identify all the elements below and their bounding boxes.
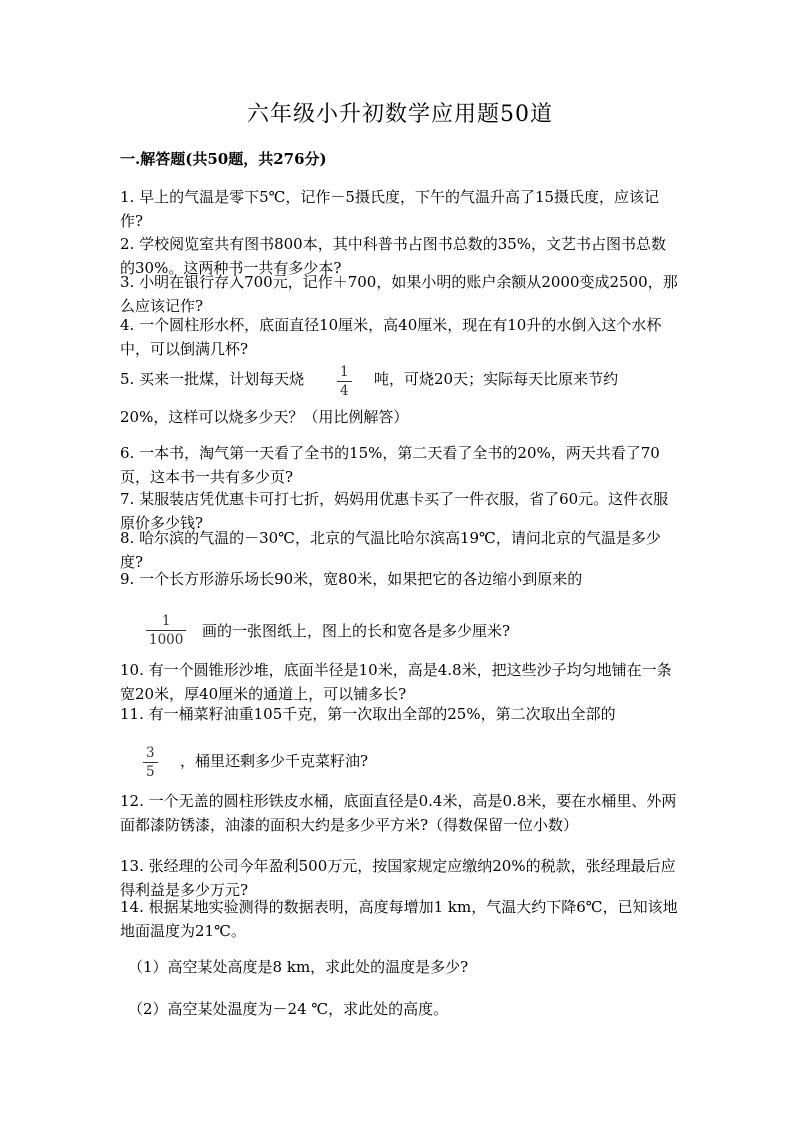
question-14-part-1: （1）高空某处高度是8 km，求此处的温度是多少? [128,958,469,976]
question-7: 7. 某服装店凭优惠卡可打七折，妈妈用优惠卡买了一件衣服，省了60元。这件衣服原价多少钱? [120,490,669,532]
question-11-fraction [143,745,158,780]
question-8: 8. 哈尔滨的气温的－30℃，北京的气温比哈尔滨高19℃，请问北京的气温是多少度? [120,529,661,571]
question-9-fraction [146,613,186,648]
question-10: 10. 有一个圆锥形沙堆，底面半径是10米，高是4.8米，把这些沙子均匀地铺在一条宽20米，厚40厘米的通道上，可以铺多长? [120,661,672,703]
question-14: 14. 根据某地实验测得的数据表明，高度每增加1 km，气温大约下降6℃，已知该地地面温度为21℃。 [120,898,678,940]
fraction-denominator: 4 [340,383,349,399]
fraction-bar [146,630,186,631]
question-6: 6. 一本书，淘气第一天看了全书的15%，第二天看了全书的20%，两天共看了70页，这本书一共有多少页? [120,444,660,486]
fraction-bar [143,762,158,763]
question-1: 1. 早上的气温是零下5℃，记作－5摄氏度，下午的气温升高了15摄氏度，应该记作? [120,188,660,230]
fraction-numerator: 1 [340,364,349,380]
question-14-part-2: （2）高空某处温度为－24 ℃，求此处的高度。 [128,1000,449,1018]
question-5-line-1 [120,368,304,392]
question-2: 2. 学校阅览室共有图书800本，其中科普书占图书总数的35%，文艺书占图书总数的30%。这两种书一共有多少本? [120,235,667,277]
question-9-line-1: 9. 一个长方形游乐场长90米，宽80米，如果把它的各边缩小到原来的 [120,570,583,588]
question-5-line-2: 20%，这样可以烧多少天？（用比例解答） [120,408,409,426]
fraction-denominator: 5 [146,764,155,780]
section-heading: 一.解答题(共50题，共276分) [120,150,327,168]
page-title: 六年级小升初数学应用题50道 [247,102,553,127]
question-11-line-1: 11. 有一桶菜籽油重105千克，第一次取出全部的25%，第二次取出全部的 [120,705,616,723]
question-12: 12. 一个无盖的圆柱形铁皮水桶，底面直径是0.4米，高是0.8米，要在水桶里、外两面都漆防锈漆，油漆的面积大约是多少平方米?（得数保留一位小数） [120,792,677,834]
question-5-text-a: 5. 买来一批煤，计划每天烧 [120,370,305,388]
question-3: 3. 小明在银行存入700元，记作＋700，如果小明的账户余额从2000变成2500，那么应该记作? [120,273,678,315]
question-11-line-2: ，桶里还剩多少千克菜籽油? [180,752,369,770]
question-9-line-2: 画的一张图纸上，图上的长和宽各是多少厘米? [202,622,511,640]
question-5-text-b: 吨，可烧20天；实际每天比原来节约 [374,370,619,388]
question-13: 13. 张经理的公司今年盈利500万元，按国家规定应缴纳20%的税款，张经理最后应得利益是多少万元? [120,857,676,899]
question-4: 4. 一个圆柱形水杯，底面直径10厘米，高40厘米，现在有10升的水倒入这个水杯中，可以倒满几杯? [120,316,662,358]
fraction-numerator: 1 [161,613,171,629]
fraction-denominator: 1000 [149,632,184,648]
question-5-fraction [337,364,352,399]
fraction-bar [337,381,352,382]
fraction-numerator: 3 [146,745,155,761]
